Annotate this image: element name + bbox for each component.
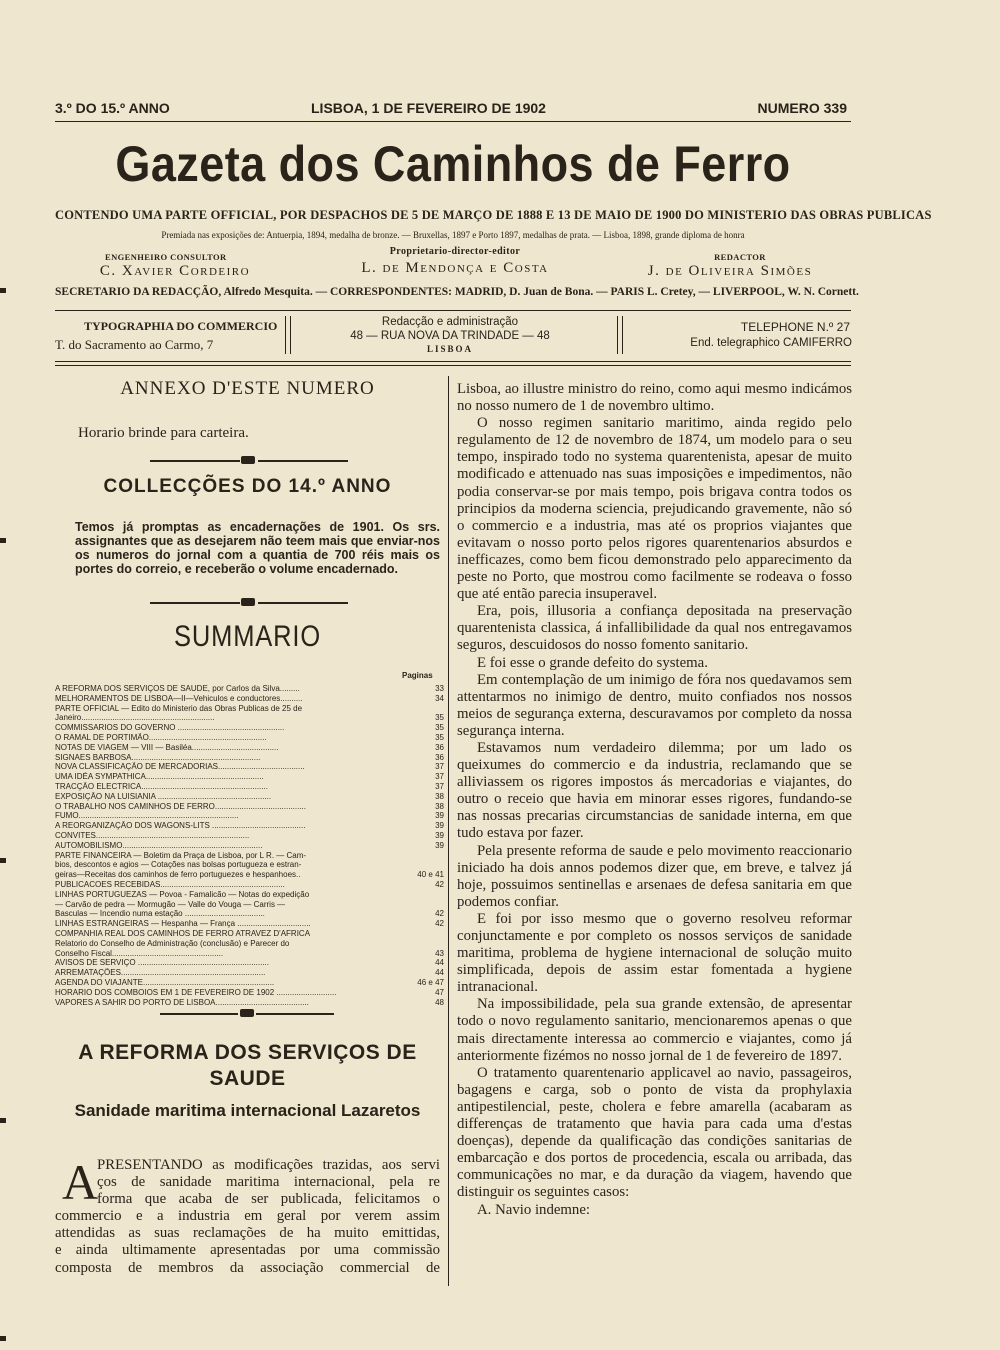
summary-item-title: A REFORMA DOS SERVIÇOS DE SAUDE, por Carlos da Silva.........	[55, 684, 300, 693]
summary-item	[55, 929, 448, 939]
summary-item	[55, 772, 448, 782]
summary-item-title: COMMISSARIOS DO GOVERNO ................................................	[55, 723, 285, 733]
summary-item	[55, 713, 448, 723]
summary-item-title: PARTE OFFICIAL — Edito do Ministerio das Obras Publicas de 25 de	[55, 703, 303, 713]
ornament-rule	[150, 602, 240, 604]
summary-item	[55, 988, 448, 998]
summary-item	[55, 860, 448, 870]
article-paragraph: Era, pois, illusoria a confiança depositada na preservação quarentenista classica, á infallibilidade da qual nos entregavamos seguros, descuidosos do nosso fomento sanitario.	[457, 603, 852, 654]
divider	[55, 310, 851, 311]
engineer-role: ENGENHEIRO CONSULTOR	[105, 252, 227, 262]
summary-item-page: 38	[435, 791, 444, 801]
owner-role: Proprietario-director-editor	[389, 246, 521, 257]
margin-mark	[0, 858, 6, 863]
summary-item	[55, 870, 448, 880]
summary-item-title: COMPANHIA REAL DOS CAMINHOS DE FERRO ATRAVEZ D'AFRICA	[55, 928, 311, 938]
summary-item	[55, 831, 448, 841]
summary-item	[55, 880, 448, 890]
summary-item-title: UMA IDÉA SYMPATHICA.....................................................	[55, 772, 264, 782]
collections-notice: Temos já promptas as encadernações de 1901. Os srs. assignantes que as desejarem não teem mais que enviar-nos os numeros do jornal com a quantia de 700 réis mais os portes do correio, e receberão o volume encadernado.	[75, 520, 440, 576]
pages-label: Paginas	[402, 671, 433, 680]
summary-item-page: 44	[435, 968, 444, 978]
owner-name: L. de Mendonça e Costa	[361, 260, 549, 276]
summary-item-title: O TRABALHO NOS CAMINHOS DE FERRO.........................................	[55, 801, 307, 811]
ornament-rule	[150, 460, 240, 462]
summary-item-title: Janeiro............................................................	[55, 713, 215, 723]
article-paragraph: E foi por isso mesmo que o governo resolveu reformar conjunctamente e por completo os nossos serviços de sanidade maritima, problema de hygiene internacional de solução muito simplificada, depois de assim estar fomentada a hygiene intranacional.	[457, 910, 852, 996]
summary-item-title: NOTAS DE VIAGEM — VIII — Basiléa.......................................	[55, 742, 279, 752]
annexo-text: Horario brinde para carteira.	[78, 425, 249, 441]
admin-city: LISBOA	[426, 344, 473, 354]
summary-item	[55, 890, 448, 900]
ornament-rule	[258, 460, 348, 462]
issue-number: NUMERO 339	[757, 100, 847, 116]
summary-item-title: — Carvão de pedra — Mormugão — Valle do Vouga — Carris —	[55, 899, 286, 909]
summary-item-page: 37	[435, 762, 444, 772]
summary-item-page: 39	[435, 811, 444, 821]
ornament-rule	[256, 1013, 334, 1015]
divider	[55, 361, 851, 362]
article-line: ços de sanidade maritima internacional, pela re	[97, 1174, 440, 1191]
article-paragraph: Na impossibilidade, pela sua grande extensão, de apresentar todo o novo regulamento sanitario, mencionaremos apenas o que mais directamente interessa ao commercio e viajantes, como já anteriormente fizémos no nosso jornal de 1 de fevereiro de 1897.	[457, 996, 852, 1064]
dateline: LISBOA, 1 DE FEVEREIRO DE 1902	[311, 100, 546, 116]
summary-item	[55, 811, 448, 821]
summary-item	[55, 792, 448, 802]
summary-item-title: O RAMAL DE PORTIMÃO.....................................................	[55, 732, 267, 742]
summary-item-page: 35	[435, 713, 444, 723]
summary-item-page: 37	[435, 781, 444, 791]
secretary-line: SECRETARIO DA REDACÇÃO, Alfredo Mesquita. — CORRESPONDENTES: MADRID, D. Juan de Bona. — PARIS L. Cretey, — LIVERPOOL, W. N. Cornett.	[55, 286, 859, 298]
summary-item-page: 36	[435, 742, 444, 752]
prizes-line: Premiada nas exposições de: Antuerpia, 1894, medalha de bronze. — Bruxellas, 1897 e Porto 1897, medalhas de prata. — Lisboa, 1898, grande diploma de honra	[161, 230, 745, 240]
divider	[285, 316, 291, 354]
summary-item-page: 42	[435, 909, 444, 919]
summary-item-page: 43	[435, 948, 444, 958]
article-paragraph: Estavamos num verdadeiro dilemma; por um lado os queixumes do commercio e da industria, reclamando que se alliviassem os rigores impostos ás mercadorias e viajantes, do outro o receio que havia em minorar esses rigores, fundando-se nas nossas precarias circumstancias de sanidade interna, em que tudo estava por fazer.	[457, 739, 852, 842]
margin-mark	[0, 1118, 6, 1123]
summary-item-title: VAPORES A SAHIR DO PORTO DE LISBOA..........................................	[55, 997, 309, 1007]
summary-item	[55, 694, 448, 704]
article-paragraph: E foi esse o grande defeito do systema.	[477, 654, 708, 671]
summary-item-page: 35	[435, 732, 444, 742]
summary-item-page: 46 e 47	[417, 977, 444, 987]
summary-item	[55, 939, 448, 949]
summary-item-title: CONVITES.....................................................................	[55, 830, 250, 840]
summary-item	[55, 733, 448, 743]
article-line: attendidas as suas reclamações de ha muito emittidas,	[55, 1225, 440, 1242]
margin-mark	[0, 1336, 6, 1341]
divider	[55, 365, 851, 366]
summary-item-title: MELHORAMENTOS DE LISBOA—II—Vehiculos e conductores..........	[55, 693, 303, 703]
article-body-right	[457, 381, 852, 1219]
column-divider	[448, 376, 449, 1286]
summary-item-title: HORARIO DOS COMBOIOS EM 1 DE FEVEREIRO DE 1902 ...........................	[55, 987, 337, 997]
article-line: PRESENTANDO as modificações trazidas, aos servi	[97, 1157, 440, 1173]
summary-item-title: TRACÇÃO ELECTRICA.........................................................	[55, 781, 268, 791]
article-paragraph: O nosso regimen sanitario maritimo, ainda regido pelo regulamento de 12 de novembro de 1874, um modelo para o seu tempo, inspirado todo no systema quarentenista, apesar de muito modificado e attenuado nas suas imposições e impedimentos, não podia conservar-se por mais tempo, pois brigava contra todos os principios da moderna sciencia, prejudicando gravemente, não só o commercio e a industria, mas até os proprios viajantes que evitavam o nosso porto pelos rigores quarentenarios absurdos e inefficazes, como bem ficou demonstrado pelo apparecimento da peste no Porto, que mostrou como facilmente se rodeava o fosso que até então parecia insuperavel.	[457, 415, 852, 603]
summary-item-title: PUBLICACOES RECEBIDAS........................................................	[55, 879, 285, 889]
margin-mark	[0, 538, 6, 543]
summary-item-title: bios, descontos e agios — Cotações nas bolsas portugueza e estran-	[55, 860, 302, 870]
summary-item-page: 39	[435, 840, 444, 850]
summary-item-title: AGENDA DO VIAJANTE...........................................................	[55, 977, 275, 987]
summary-item-title: geiras—Receitas dos caminhos de ferro portuguezes e hespanhoes..	[55, 870, 301, 880]
editor-name: J. de Oliveira Simões	[647, 263, 813, 279]
summary-item	[55, 753, 448, 763]
summary-item	[55, 968, 448, 978]
summary-item-page: 42	[435, 919, 444, 929]
ornament-icon	[241, 456, 255, 464]
summary-item	[55, 841, 448, 851]
drop-cap: A	[62, 1154, 99, 1210]
summary-item-page: 34	[435, 693, 444, 703]
summary-item-page: 37	[435, 772, 444, 782]
summary-item	[55, 723, 448, 733]
article-paragraph: Em contemplação de um inimigo de fóra nos quedavamos sem attentarmos no inimigo de dentro, muito confiados nos nossos meios de segurança externa, descuravamos por completo da nossa segurança interna.	[457, 671, 852, 739]
engineer-name: C. Xavier Cordeiro	[99, 263, 251, 279]
summary-item-title: Relatorio do Conselho de Administração (conclusão) e Parecer do	[55, 938, 290, 948]
article-paragraph: A. Navio indemne:	[477, 1201, 591, 1218]
summary-heading: SUMMARIO	[173, 620, 322, 653]
summary-item	[55, 978, 448, 988]
summary-item-title: LINHAS PORTUGUEZAS — Povoa - Famalicão — Notas do expedição	[55, 889, 310, 899]
summary-item-page: 47	[435, 987, 444, 997]
divider	[55, 121, 851, 122]
article-body-left	[55, 1154, 440, 1277]
summary-item	[55, 851, 448, 861]
telegraph-address: End. telegraphico CAMIFERRO	[690, 337, 852, 349]
summary-list	[55, 684, 448, 1007]
summary-item-title: AVISOS DE SERVIÇO ...........................................................	[55, 958, 269, 968]
summary-item-title: SIGNAES BARBOSA..........................................................	[55, 752, 261, 762]
ornament-rule	[258, 602, 348, 604]
summary-item-page: 39	[435, 821, 444, 831]
editor-role: REDACTOR	[714, 252, 766, 262]
summary-item-page: 42	[435, 879, 444, 889]
summary-item-page: 39	[435, 830, 444, 840]
summary-item-title: AUTOMOBILISMO...............................................................	[55, 840, 263, 850]
article-line: forma que acaba de ser publicada, felicitamos o	[97, 1191, 440, 1208]
summary-item	[55, 821, 448, 831]
summary-item	[55, 900, 448, 910]
masthead-subtitle: CONTENDO UMA PARTE OFFICIAL, POR DESPACHOS DE 5 DE MARÇO DE 1888 E 13 DE MAIO DE 1900 DO MINISTERIO DAS OBRAS PUBLICAS	[55, 208, 932, 222]
summary-item	[55, 958, 448, 968]
summary-item	[55, 919, 448, 929]
newspaper-title: Gazeta dos Caminhos de Ferro	[115, 136, 791, 192]
summary-item	[55, 802, 448, 812]
annexo-heading: ANNEXO D'ESTE NUMERO	[120, 378, 375, 399]
summary-item-page: 48	[435, 997, 444, 1007]
article-line: composta de membros da associação commercial de	[55, 1259, 440, 1276]
summary-item	[55, 998, 448, 1008]
print-shop-address: T. do Sacramento ao Carmo, 7	[55, 337, 214, 352]
article-paragraph: Lisboa, ao illustre ministro do reino, como aqui mesmo indicámos no nosso numero de 1 de novembro ultimo.	[457, 381, 852, 415]
article-paragraph: Pela presente reforma de saude e pelo movimento reaccionario iniciado ha dois annos podemos dizer que, em breve, e talvez já hoje, possuimos sentinellas e arsenaes de defesa sanitaria em que podemos confiar.	[457, 842, 852, 910]
summary-item-title: NOVA CLASSIFICAÇÃO DE MERCADORIAS.......................................	[55, 762, 305, 772]
telephone: TELEPHONE N.º 27	[740, 320, 850, 334]
summary-item-title: LINHAS ESTRANGEIRAS — Hespanha — França .................................	[55, 919, 311, 929]
ornament-icon	[241, 598, 255, 606]
summary-item	[55, 762, 448, 772]
summary-item-title: PARTE FINANCEIRA — Boletim da Praça de Lisboa, por L R. — Cam-	[55, 850, 307, 860]
summary-item-page: 38	[435, 801, 444, 811]
summary-item-page: 33	[435, 684, 444, 693]
summary-item-title: ARREMATAÇÕES.................................................................	[55, 968, 266, 978]
issue-label: 3.º DO 15.º ANNO	[55, 100, 170, 116]
admin-title: Redacção e administração	[381, 316, 519, 328]
article-line: commercio e a industria em geral por verem assim	[55, 1208, 440, 1225]
margin-mark	[0, 288, 6, 293]
summary-item-page: 40 e 41	[417, 870, 444, 880]
summary-item	[55, 684, 448, 694]
summary-item-page: 44	[435, 958, 444, 968]
summary-item-page: 36	[435, 752, 444, 762]
article-paragraph: O tratamento quarentenario applicavel ao navio, passageiros, bagagens e carga, sob o ponto de vista da prophylaxia antipestilencial, peste, cholera e febre amarella (acabaram as differenças de tratamento que havia para cada uma d'estas doenças), depende da qualificação das condições sanitarias de embarcação e dos portos de procedencia, escala ou arribada, das communicações no mar, e da duração da viagem, havendo que distinguir os seguintes casos:	[457, 1064, 852, 1201]
summary-item-title: Conselho Fiscal..................................................	[55, 948, 224, 958]
summary-item-title: A REORGANIZAÇÃO DOS WAGONS-LITS ..........................................	[55, 821, 306, 831]
admin-address: 48 — RUA NOVA DA TRINDADE — 48	[350, 330, 550, 342]
article-line: e ainda ultimamente apresentadas por uma commissão	[55, 1242, 440, 1259]
summary-item-title: FUMO........................................................................	[55, 811, 239, 821]
article-heading: A REFORMA DOS SERVIÇOS DE SAUDE	[78, 1041, 417, 1090]
ornament-icon	[240, 1009, 254, 1017]
summary-item-page: 35	[435, 723, 444, 733]
summary-item	[55, 909, 448, 919]
article-subheading: Sanidade maritima internacional Lazaretos	[74, 1101, 421, 1120]
summary-item	[55, 782, 448, 792]
summary-item	[55, 743, 448, 753]
print-shop-name: TYPOGRAPHIA DO COMMERCIO	[84, 319, 278, 333]
summary-item	[55, 704, 448, 714]
collections-heading: COLLECÇÕES DO 14.º ANNO	[103, 476, 392, 497]
masthead-top-bar	[55, 100, 851, 120]
ornament-rule	[160, 1013, 238, 1015]
summary-item-title: Basculas — Incendio numa estação ....................................	[55, 909, 265, 919]
summary-item	[55, 949, 448, 959]
summary-item-title: EXPOSIÇÃO NA LUISIANIA ...................................................	[55, 791, 272, 801]
